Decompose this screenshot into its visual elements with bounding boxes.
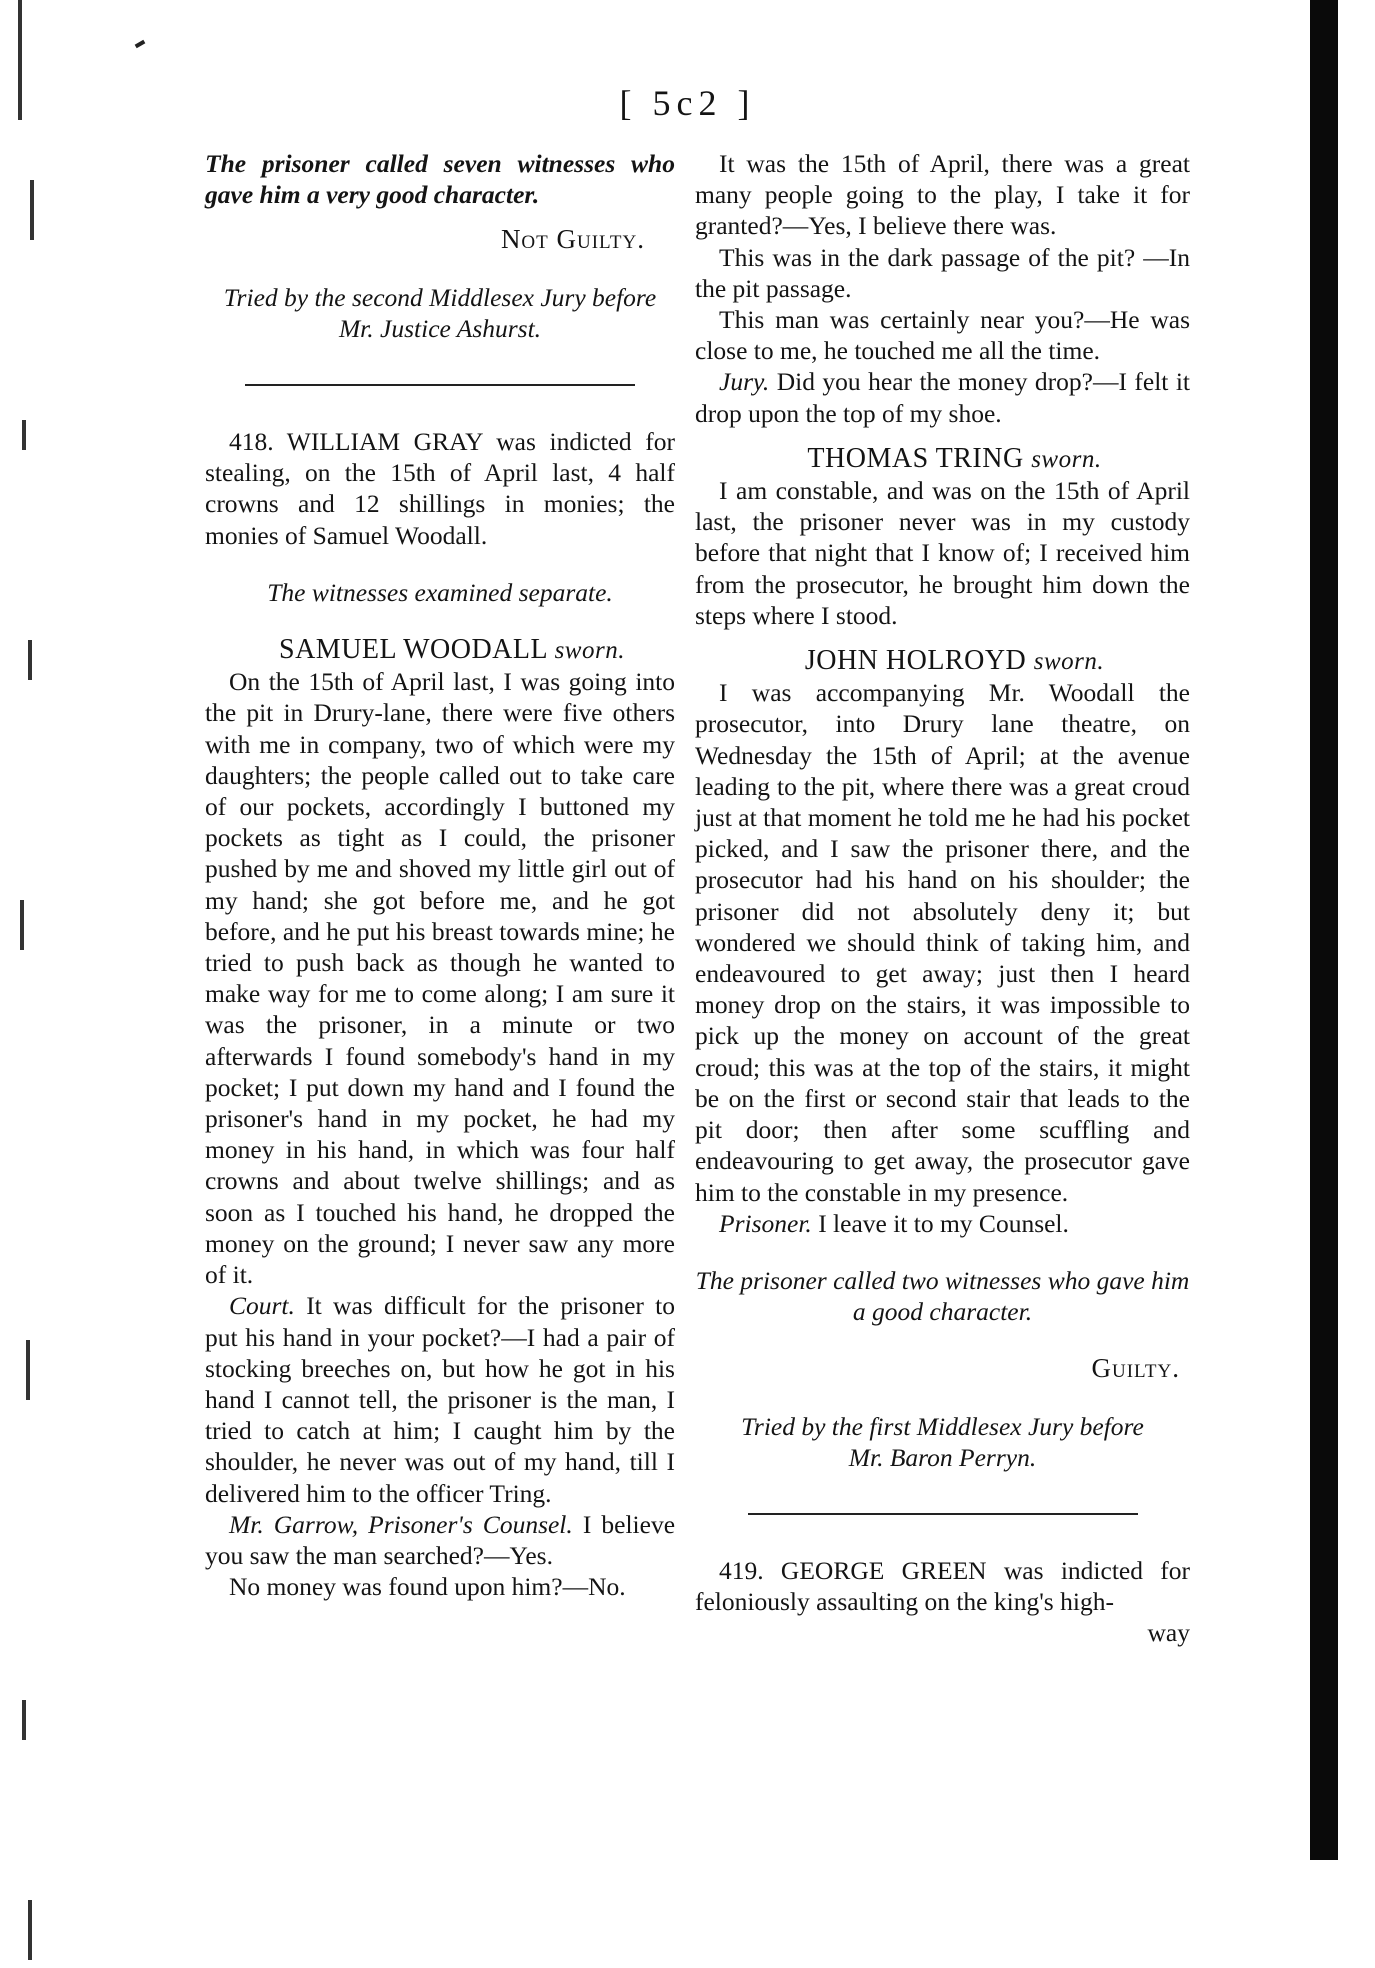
speaker-label: Prisoner. <box>719 1208 812 1238</box>
case-418-indictment: 418. WILLIAM GRAY was indicted for stealing, on the 15th of April last, 4 half crowns and 12 shillings in monies; the monies of Samuel Woodall. <box>205 427 675 550</box>
witness-heading-woodall <box>205 634 675 666</box>
speaker-label: Court. <box>229 1291 295 1321</box>
no-money-exchange: No money was found upon him?—No. <box>229 1572 626 1602</box>
verdict-guilty: Guilty. <box>1091 1353 1180 1384</box>
prisoner-statement <box>695 1208 1190 1239</box>
exchange-text: I believe you saw the man searched?—Yes. <box>205 1509 676 1570</box>
witness-heading-holroyd <box>695 645 1190 677</box>
witnesses-separate-note: The witnesses examined separate. <box>267 577 613 607</box>
witness-name: SAMUEL WOODALL <box>279 634 548 666</box>
jury-note-2: Tried by the first Middlesex Jury before <box>741 1411 1144 1441</box>
defense-witnesses-note-2: The prisoner called two witnesses who gave him a good character. <box>695 1265 1190 1327</box>
binding-edge-marks <box>8 0 48 1968</box>
question-passage: This was in the dark passage of the pit? —In the pit passage. <box>695 242 1190 303</box>
court-exchange <box>205 1290 675 1508</box>
right-column <box>695 148 1190 1649</box>
catchword: way <box>1147 1618 1190 1648</box>
jury-note: Tried by the second Middlesex Jury before <box>223 282 657 312</box>
question-play: It was the 15th of April, there was a great many people going to the play, I take it for granted?—Yes, I believe there was. <box>695 149 1190 241</box>
exchange-text: It was difficult for the prisoner to put his hand in your pocket?—I had a pair of stocking breeches on, but how he got in his hand I cannot tell, the prisoner is the man, I tried to catch at him; I caught him by the shoulder, he never was out of my hand, till I delivered him to the officer Tring. <box>205 1291 676 1508</box>
sworn-label: sworn. <box>1033 648 1105 676</box>
speaker-label: Mr. Garrow, Prisoner's Counsel. <box>229 1509 573 1539</box>
sworn-label: sworn. <box>554 637 625 665</box>
defense-witnesses-note: The prisoner called seven witnesses who gave him a very good character. <box>205 149 675 210</box>
sworn-label: sworn. <box>1031 445 1102 473</box>
judge-note: Mr. Justice Ashurst. <box>338 313 542 343</box>
page-number: [ 5c2 ] <box>619 83 756 123</box>
left-column <box>205 148 675 1602</box>
witness-name: THOMAS TRING <box>807 442 1024 474</box>
case-419-indictment: 419. GEORGE GREEN was indicted for feloniously assaulting on the king's high- <box>695 1555 1190 1617</box>
witness-heading-tring <box>695 443 1190 475</box>
speaker-label: Jury. <box>719 367 770 397</box>
verdict-not-guilty: Not Guilty. <box>500 224 645 255</box>
witness-name: JOHN HOLROYD <box>804 645 1027 677</box>
jury-exchange <box>695 366 1190 428</box>
exchange-text: Did you hear the money drop?—I felt it drop upon the top of my shoe. <box>695 367 1190 428</box>
woodall-testimony: On the 15th of April last, I was going into the pit in Drury-lane, there were five others with me in company, two of which were my daughters; the people called out to take care of our pockets, accordingly I buttoned my pockets as tight as I could, the prisoner pushed by me and shoved my little girl out of my hand; she got before me, and he got before, and he put his breast towards mine; he tried to push back as though he wanted to make way for me to come along; I am sure it was the prisoner, in a minute or two afterwards I found somebody's hand in my pocket; I put down my hand and I found the prisoner's hand in my pocket, he had my money in his hand, in which was four half crowns and about twelve shillings; and as soon as I touched his hand, he dropped the money on the ground; I never saw any more of it. <box>205 667 675 1290</box>
holroyd-testimony: I was accompanying Mr. Woodall the prosecutor, into Drury lane theatre, on Wednesday the 15th of April; at the avenue leading to the pit, where there was a great croud just at that moment he told me he had his pocket picked, and I saw the prisoner there, and the prosecutor had his hand on his shoulder; the prisoner did not absolutely deny it; but wondered we should think of taking him, and endeavoured to get away; just then I heard money drop on the stairs, it was impossible to pick up the money on account of the great croud; this was at the top of the stairs, it might be on the first or second stair that leads to the pit door; then after some scuffling and endeavouring to get away, the prosecutor gave him to the constable in my presence. <box>695 678 1190 1207</box>
page-edge-shadow <box>1310 0 1338 1860</box>
question-near: This man was certainly near you?—He was close to me, he touched me all the time. <box>695 305 1190 366</box>
exchange-text: I leave it to my Counsel. <box>818 1208 1069 1238</box>
ink-speck <box>135 40 146 48</box>
tring-testimony: I am constable, and was on the 15th of April last, the prisoner never was in my custody before that night that I know of; I received him from the prosecutor, he brought him down the steps where I stood. <box>695 476 1190 630</box>
judge-note-2: Mr. Baron Perryn. <box>848 1442 1037 1472</box>
garrow-exchange <box>205 1509 675 1571</box>
